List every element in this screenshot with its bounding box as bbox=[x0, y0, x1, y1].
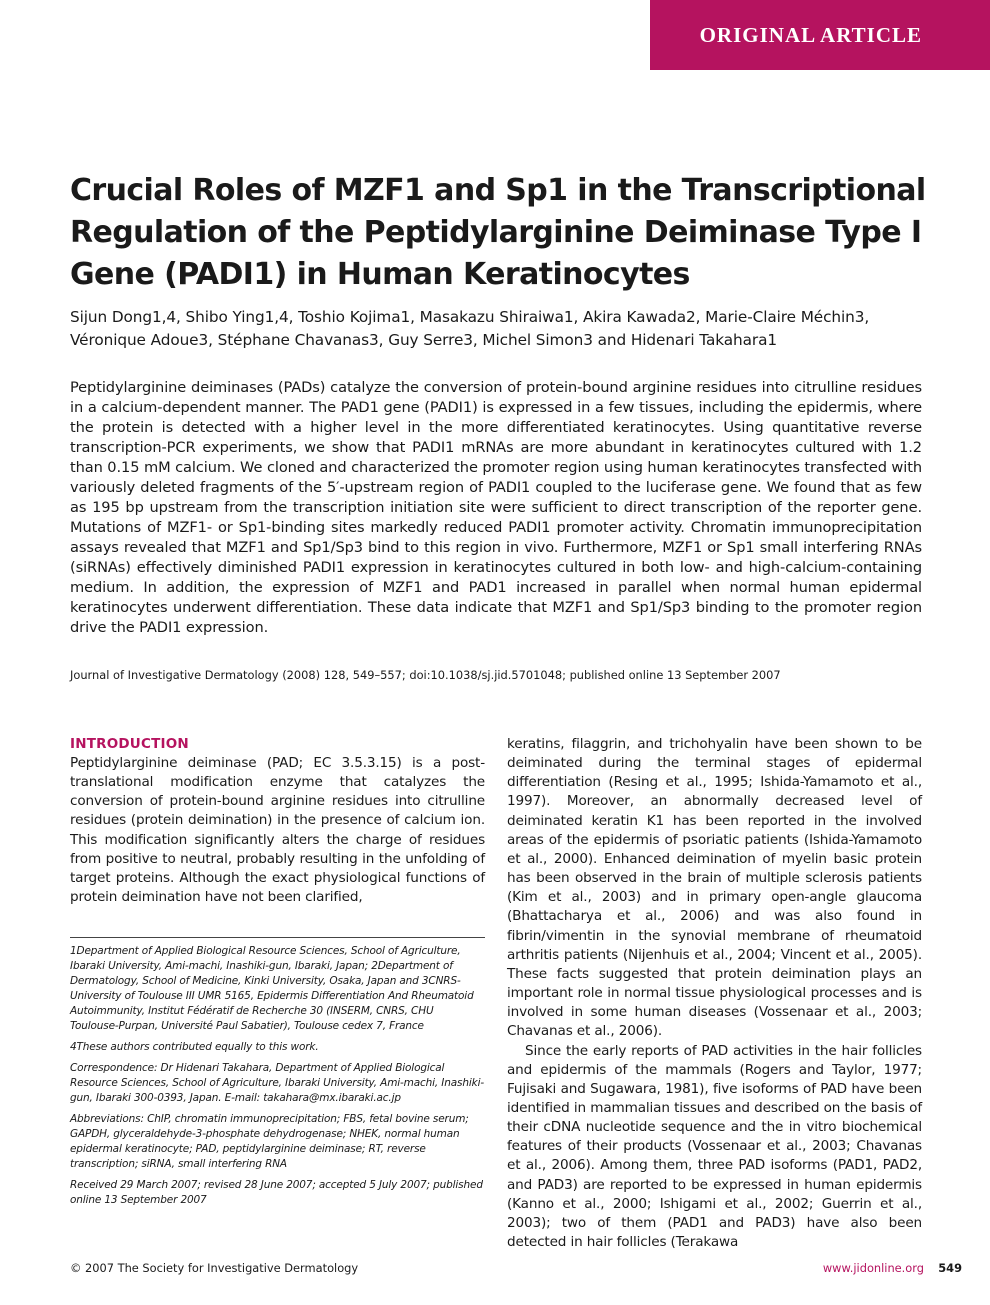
page-number: 549 bbox=[938, 1261, 962, 1275]
journal-citation: Journal of Investigative Dermatology (2008) 128, 549–557; doi:10.1038/sj.jid.5701048; published online 13 September 2007 bbox=[70, 668, 781, 682]
abstract: Peptidylarginine deiminases (PADs) catalyze the conversion of protein-bound arginine residues into citrulline residues in a calcium-dependent manner. The PAD1 gene (PADI1) is expressed in a few tissues, including the epidermis, where the protein is detected with a higher level in the more differentiated keratinocytes. Using quantitative reverse transcription-PCR experiments, we show that PADI1 mRNAs are more abundant in keratinocytes cultured with 1.2 than 0.15 mM calcium. We cloned and characterized the promoter region using human keratinocytes transfected with variously deleted fragments of the 5′-upstream region of PADI1 coupled to the luciferase gene. We found that as few as 195 bp upstream from the transcription initiation site were sufficient to direct transcription of the reporter gene. Mutations of MZF1- or Sp1-binding sites markedly reduced PADI1 promoter activity. Chromatin immunoprecipitation assays revealed that MZF1 and Sp1/Sp3 bind to this region in vivo. Furthermore, MZF1 or Sp1 small interfering RNAs (siRNAs) effectively diminished PADI1 expression in keratinocytes cultured in both low- and high-calcium-containing medium. In addition, the expression of MZF1 and PAD1 increased in parallel when normal human epidermal keratinocytes underwent differentiation. These data indicate that MZF1 and Sp1/Sp3 binding to the promoter region drive the PADI1 expression. bbox=[70, 379, 922, 636]
footnote-equal-contribution: 4These authors contributed equally to this work. bbox=[70, 1041, 319, 1053]
section-heading-introduction: INTRODUCTION bbox=[70, 736, 189, 752]
footnote-abbreviations: Abbreviations: ChIP, chromatin immunoprecipitation; FBS, fetal bovine serum; GAPDH, glyceraldehyde-3-phosphate dehydrogenase; NHEK, normal human epidermal keratinocyte; PAD, peptidylarginine deiminase; RT, reverse transcription; siRNA, small interfering RNA bbox=[70, 1113, 469, 1170]
footnote-divider bbox=[70, 937, 485, 938]
footnote-correspondence: Correspondence: Dr Hidenari Takahara, Department of Applied Biological Resource Sciences, School of Agriculture, Ibaraki University, Ami-machi, Inashiki-gun, Ibaraki 300-0393, Japan. E-mail: takahara@mx.ibaraki.ac.jp bbox=[70, 1062, 484, 1104]
page-footer bbox=[70, 1258, 962, 1278]
copyright-notice: © 2007 The Society for Investigative Dermatology bbox=[70, 1261, 359, 1275]
intro-paragraph-1: Peptidylarginine deiminase (PAD; EC 3.5.3.15) is a post-translational modification enzyme that catalyzes the conversion of protein-bound arginine residues into citrulline residues (protein deimination) in the presence of calcium ion. This modification significantly alters the charge of residues from positive to neutral, probably resulting in the unfolding of target proteins. Although the exact physiological functions of protein deimination have not been clarified, bbox=[70, 755, 485, 906]
author-list: Sijun Dong1,4, Shibo Ying1,4, Toshio Kojima1, Masakazu Shiraiwa1, Akira Kawada2, Marie-Claire Méchin3, Véronique Adoue3, Stéphane Chavanas3, Guy Serre3, Michel Simon3 and Hidenari Takahara1 bbox=[70, 308, 870, 349]
intro-left-body bbox=[70, 754, 485, 926]
journal-website-link[interactable]: www.jidonline.org bbox=[822, 1261, 924, 1275]
footnote-affiliations: 1Department of Applied Biological Resource Sciences, School of Agriculture, Ibaraki University, Ami-machi, Inashiki-gun, Ibaraki, Japan; 2Department of Dermatology, School of Medicine, Kinki University, Osaka, Japan and 3CNRS-University of Toulouse III UMR 5165, Epidermis Differentiation And Rheumatoid Autoimmunity, Institut Fédératif de Recherche 30 (INSERM, CNRS, CHU Toulouse-Purpan, Université Paul Sabatier), Toulouse cedex 7, France bbox=[70, 945, 474, 1032]
intro-right-body bbox=[507, 735, 922, 1251]
article-type-banner: ORIGINAL ARTICLE bbox=[650, 0, 990, 70]
article-title: Crucial Roles of MZF1 and Sp1 in the Transcriptional Regulation of the Peptidylarginine Deiminase Type I Gene (PADI1) in Human Keratinocytes bbox=[70, 173, 926, 292]
intro-paragraph-2: keratins, filaggrin, and trichohyalin have been shown to be deiminated during the terminal stages of epidermal differentiation (Resing et al., 1995; Ishida-Yamamoto et al., 1997). Moreover, an abnormally decreased level of deiminated keratin K1 has been reported in the involved areas of the epidermis of psoriatic patients (Ishida-Yamamoto et al., 2000). Enhanced deimination of myelin basic protein has been observed in the brain of multiple sclerosis patients (Kim et al., 2003) and in primary open-angle glaucoma (Bhattacharya et al., 2006) and was also found in fibrin/vimentin in the synovial membrane of rheumatoid arthritis patients (Nijenhuis et al., 2004; Vincent et al., 2005). These facts suggested that protein deimination plays an important role in normal tissue physiological processes and is involved in some human diseases (Vossenaar et al., 2003; Chavanas et al., 2006). bbox=[507, 736, 922, 1040]
left-column bbox=[70, 735, 485, 1214]
intro-paragraph-3: Since the early reports of PAD activities in the hair follicles and epidermis of the mammals (Rogers and Taylor, 1977; Fujisaki and Sugawara, 1981), five isoforms of PAD have been identified in mammalian tissues and described on the basis of their cDNA nucleotide sequence and the in vitro biochemical features of their products (Vossenaar et al., 2003; Chavanas et al., 2006). Among them, three PAD isoforms (PAD1, PAD2, and PAD3) are reported to be expressed in human epidermis (Kanno et al., 2000; Ishigami et al., 2002; Guerrin et al., 2003); two of them (PAD1 and PAD3) have also been detected in hair follicles (Terakawa bbox=[507, 1042, 922, 1251]
right-column bbox=[507, 735, 922, 1251]
footnote-received-dates: Received 29 March 2007; revised 28 June 2007; accepted 5 July 2007; published online 13 September 2007 bbox=[70, 1179, 483, 1206]
